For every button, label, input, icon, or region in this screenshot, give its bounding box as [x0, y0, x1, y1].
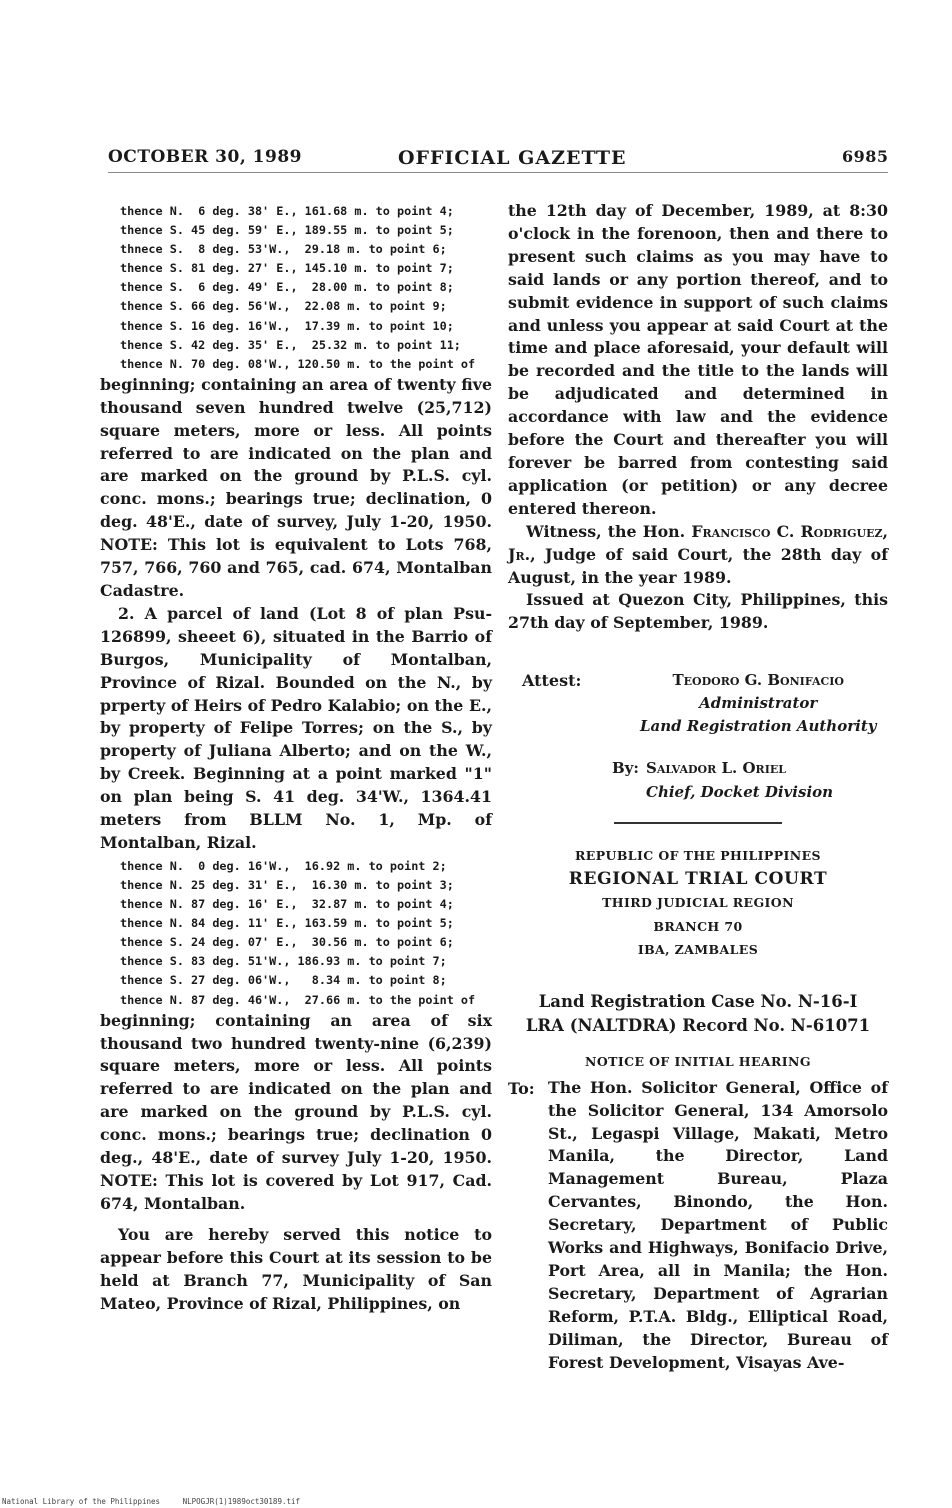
court-name: REGIONAL TRIAL COURT: [568, 868, 828, 889]
bearings-list-lot-2: [100, 857, 492, 1010]
court-republic: REPUBLIC OF THE PHILIPPINES: [575, 848, 821, 864]
bearing-line: thence S. 24 deg. 07' E., 30.56 m. to point 6;: [120, 935, 454, 950]
left-column: [100, 200, 492, 1315]
bearing-line: thence N. 0 deg. 16'W., 16.92 m. to point 2;: [120, 858, 447, 873]
record-number: LRA (NALTDRA) Record No. N-61071: [525, 1015, 871, 1035]
witness-judge-name: Francisco C. Rodriguez, Jr.: [508, 521, 888, 564]
bearing-line: thence N. 25 deg. 31' E., 16.30 m. to point 3;: [120, 877, 454, 892]
bearing-line: thence S. 27 deg. 06'W., 8.34 m. to point 8;: [120, 973, 447, 988]
addressees-block: [508, 1077, 888, 1375]
issued-paragraph: Issued at Quezon City, Philippines, this 27th day of September, 1989.: [508, 590, 888, 633]
section-divider: [614, 822, 782, 824]
signatory-name: Salvador L. Oriel: [646, 759, 786, 778]
bearing-line: thence N. 87 deg. 46'W., 27.66 m. to the point of: [120, 992, 476, 1007]
notice-title: NOTICE OF INITIAL HEARING: [585, 1053, 811, 1069]
lot-1-description: beginning; containing an area of twenty five thousand seven hundred twelve (25,712) square meters, more or less. All points referred to are indicated on the plan and are marked on the ground by P.L.S. cyl. conc. mons.; bearings true; declination, 0 deg. 48'E., date of survey, July 1-20, 1950. NOTE: This lot is equivalent to Lots 768, 757, 766, 760 and 765, cad. 674, Montalban Cadastre.: [100, 374, 492, 600]
attestation-block: [508, 669, 888, 738]
scan-footer: [2, 1497, 300, 1506]
lot-2-description: 2. A parcel of land (Lot 8 of plan Psu-126899, sheeet 6), situated in the Barrio of Burgos, Municipality of Montalban, Province of Rizal. Bounded on the N., by prperty of Heirs of Pedro Kalabio; on the E., by property of Felipe Torres; on the S., by property of Juliana Alberto; and on the W., by Creek. Beginning at a point marked "1" on plan being S. 41 deg. 34'W., 1364.41 meters from BLLM No. 1, Mp. of Montalban, Rizal.: [100, 603, 492, 852]
right-column: [508, 200, 888, 1375]
bearing-line: thence S. 81 deg. 27' E., 145.10 m. to point 7;: [120, 261, 454, 276]
court-region: THIRD JUDICIAL REGION: [602, 895, 794, 911]
bearing-line: thence N. 84 deg. 11' E., 163.59 m. to point 5;: [120, 916, 454, 931]
addressees-text: The Hon. Solicitor General, Office of the Solicitor General, 134 Amorsolo St., Legaspi Village, Makati, Metro Manila, the Director, Land Management Bureau, Plaza Cervantes, Binondo, the Hon. Secretary, Department of Public Works and Highways, Bonifacio Drive, Port Area, all in Manila; the Hon. Secretary, Department of Agrarian Reform, P.T.A. Bldg., Elliptical Road, Diliman, the Director, Bureau of Forest Development, Visayas Ave-: [548, 1077, 888, 1372]
bearing-line: thence N. 70 deg. 08'W., 120.50 m. to the point of: [120, 356, 476, 371]
bearing-line: thence N. 87 deg. 16' E., 32.87 m. to point 4;: [120, 897, 454, 912]
bearing-line: thnece S. 8 deg. 53'W., 29.18 m. to point 6;: [120, 242, 447, 257]
lot-2-area-paragraph: beginning; containing an area of six thousand two hundred twenty-nine (6,239) square meters, more or less. All points referred to are indicated on the plan and are marked on the ground by P.L.S. cyl. conc. mons.; bearings true; declination 0 deg., 48'E., date of survey July 1-20, 1950. NOTE: This lot is covered by Lot 917, Cad. 674, Montalban.: [100, 1010, 492, 1213]
bearing-line: thence S. 42 deg. 35' E., 25.32 m. to point 11;: [120, 337, 461, 352]
bearing-line: thence S. 45 deg. 59' E., 189.55 m. to point 5;: [120, 223, 454, 238]
bearing-line: thence S. 6 deg. 49' E., 28.00 m. to point 8;: [120, 280, 454, 295]
bearing-line: thence N. 6 deg. 38' E., 161.68 m. to point 4;: [120, 204, 454, 218]
signatory-title: Chief, Docket Division: [646, 783, 834, 802]
bearing-line: thence S. 66 deg. 56'W., 22.08 m. to point 9;: [120, 299, 447, 314]
case-number-block: [508, 990, 888, 1038]
attest-title: Administrator: [699, 694, 818, 713]
publication-title: OFFICIAL GAZETTE: [398, 147, 627, 169]
witness-paragraph: [508, 521, 888, 590]
case-number: Land Registration Case No. N-16-I: [538, 991, 858, 1011]
court-heading: [508, 844, 888, 962]
attest-agency: Land Registration Authority: [640, 717, 877, 736]
court-branch: BRANCH 70: [653, 918, 743, 934]
bearings-list-lot-1: [100, 202, 492, 374]
summons-paragraph: You are hereby served this notice to appear before this Court at its session to be held at Branch 77, Municipality of San Mateo, Province of Rizal, Philippines, on: [100, 1224, 492, 1313]
issue-date: OCTOBER 30, 1989: [108, 147, 302, 167]
page-number: 6985: [842, 147, 889, 166]
bearing-line: thence S. 83 deg. 51'W., 186.93 m. to point 7;: [120, 954, 447, 969]
court-location: IBA, ZAMBALES: [637, 942, 759, 958]
attest-name: Teodoro G. Bonifacio: [672, 671, 845, 690]
footer-file: NLPOGJR(1)1989oct30189.tif: [182, 1497, 301, 1506]
witness-lead: Witness, the Hon.: [526, 521, 686, 541]
to-label: To:: [508, 1078, 535, 1098]
bearing-line: thence S. 16 deg. 16'W., 17.39 m. to point 10;: [120, 318, 454, 333]
by-label: By:: [612, 759, 639, 778]
witness-tail: , Judge of said Court, the 28th day of August, in the year 1989.: [508, 544, 888, 587]
header-divider: [108, 172, 888, 173]
hearing-paragraph: the 12th day of December, 1989, at 8:30 o'clock in the forenoon, then and there to present such claims as you may have to said lands or any portion thereof, and to submit evidence in support of such claims and unless you appear at said Court at the time and place aforesaid, your default will be recorded and the title to the lands will be adjudicated and determined in accordance with law and the evidence before the Court and thereafter you will forever be barred from contesting said application (or petition) or any decree entered thereon.: [508, 201, 888, 518]
attest-label: Attest:: [522, 671, 582, 691]
footer-library: National Library of the Philippines: [2, 1497, 161, 1506]
signatory-block: [508, 756, 888, 804]
